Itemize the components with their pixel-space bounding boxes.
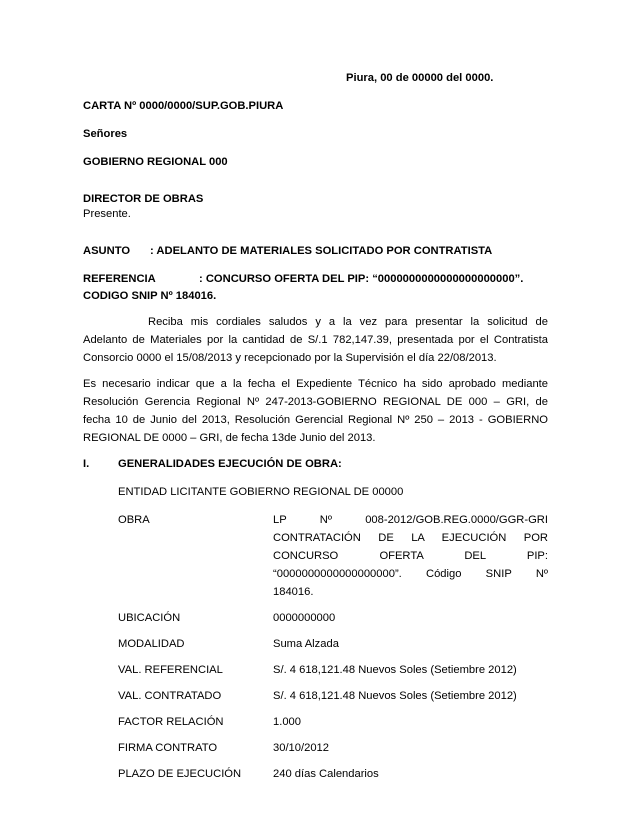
paragraph1-line: Adelanto de Materiales por la cantidad de S/.1 782,147.39, presentada por el Contratista: [83, 334, 548, 346]
row-value: 1.000: [273, 716, 301, 728]
referencia-label: REFERENCIA: [83, 273, 156, 285]
letter-number: CARTA Nº 0000/0000/SUP.GOB.PIURA: [83, 100, 284, 112]
paragraph2-line: Es necesario indicar que a la fecha el Expediente Técnico ha sido aprobado mediante: [83, 378, 548, 390]
row-label: VAL. REFERENCIAL: [118, 664, 223, 676]
obra-value-line: CONCURSO OFERTA DEL PIP:: [273, 550, 548, 562]
row-value: Suma Alzada: [273, 638, 339, 650]
entidad-licitante-line: ENTIDAD LICITANTE GOBIERNO REGIONAL DE 00000: [118, 486, 404, 498]
obra-value-line: LP Nº 008-2012/GOB.REG.0000/GGR-GRI: [273, 514, 548, 526]
row-value: S/. 4 618,121.48 Nuevos Soles (Setiembre 2012): [273, 664, 517, 676]
date-line: Piura, 00 de 00000 del 0000.: [346, 72, 494, 84]
paragraph2-line: fecha 10 de Junio del 2013, Resolución Gerencial Regional Nº 250 – 2013 - GOBIERNO: [83, 414, 548, 426]
row-label: FIRMA CONTRATO: [118, 742, 218, 754]
row-label: FACTOR RELACIÓN: [118, 716, 224, 728]
recipient-title: DIRECTOR DE OBRAS: [83, 193, 204, 205]
salutation-senores: Señores: [83, 128, 128, 140]
codigo-snip: CODIGO SNIP Nº 184016.: [83, 290, 217, 302]
row-value: 240 días Calendarios: [273, 768, 379, 780]
paragraph2-line: Resolución Gerencia Regional Nº 247-2013-GOBIERNO REGIONAL DE 000 – GRI, de: [83, 396, 548, 408]
row-label: VAL. CONTRATADO: [118, 690, 222, 702]
row-label: PLAZO DE EJECUCIÓN: [118, 768, 242, 780]
paragraph1-line: Consorcio 0000 el 15/08/2013 y recepcionado por la Supervisión el día 22/08/2013.: [83, 352, 497, 364]
paragraph2-line: REGIONAL DE 0000 – GRI, de fecha 13de Junio del 2013.: [83, 432, 376, 444]
obra-value-line: “0000000000000000000”. Código SNIP Nº: [273, 568, 548, 580]
row-label: MODALIDAD: [118, 638, 185, 650]
section-title: GENERALIDADES EJECUCIÓN DE OBRA:: [118, 458, 342, 470]
row-value: 30/10/2012: [273, 742, 329, 754]
row-label: UBICACIÓN: [118, 612, 181, 624]
section-numeral: I.: [83, 458, 90, 470]
obra-value-line: CONTRATACIÓN DE LA EJECUCIÓN POR: [273, 532, 548, 544]
recipient-organization: GOBIERNO REGIONAL 000: [83, 156, 228, 168]
obra-label: OBRA: [118, 514, 150, 526]
presente-text: Presente.: [83, 208, 131, 220]
asunto-label: ASUNTO: [83, 245, 131, 257]
row-value: S/. 4 618,121.48 Nuevos Soles (Setiembre 2012): [273, 690, 517, 702]
paragraph1-line: Reciba mis cordiales saludos y a la vez para presentar la solicitud de: [148, 316, 548, 328]
referencia-value: : CONCURSO OFERTA DEL PIP: “0000000000000000000000”.: [199, 273, 524, 285]
row-value: 0000000000: [273, 612, 336, 624]
asunto-value: : ADELANTO DE MATERIALES SOLICITADO POR CONTRATISTA: [150, 245, 493, 257]
obra-value-line: 184016.: [273, 586, 314, 598]
